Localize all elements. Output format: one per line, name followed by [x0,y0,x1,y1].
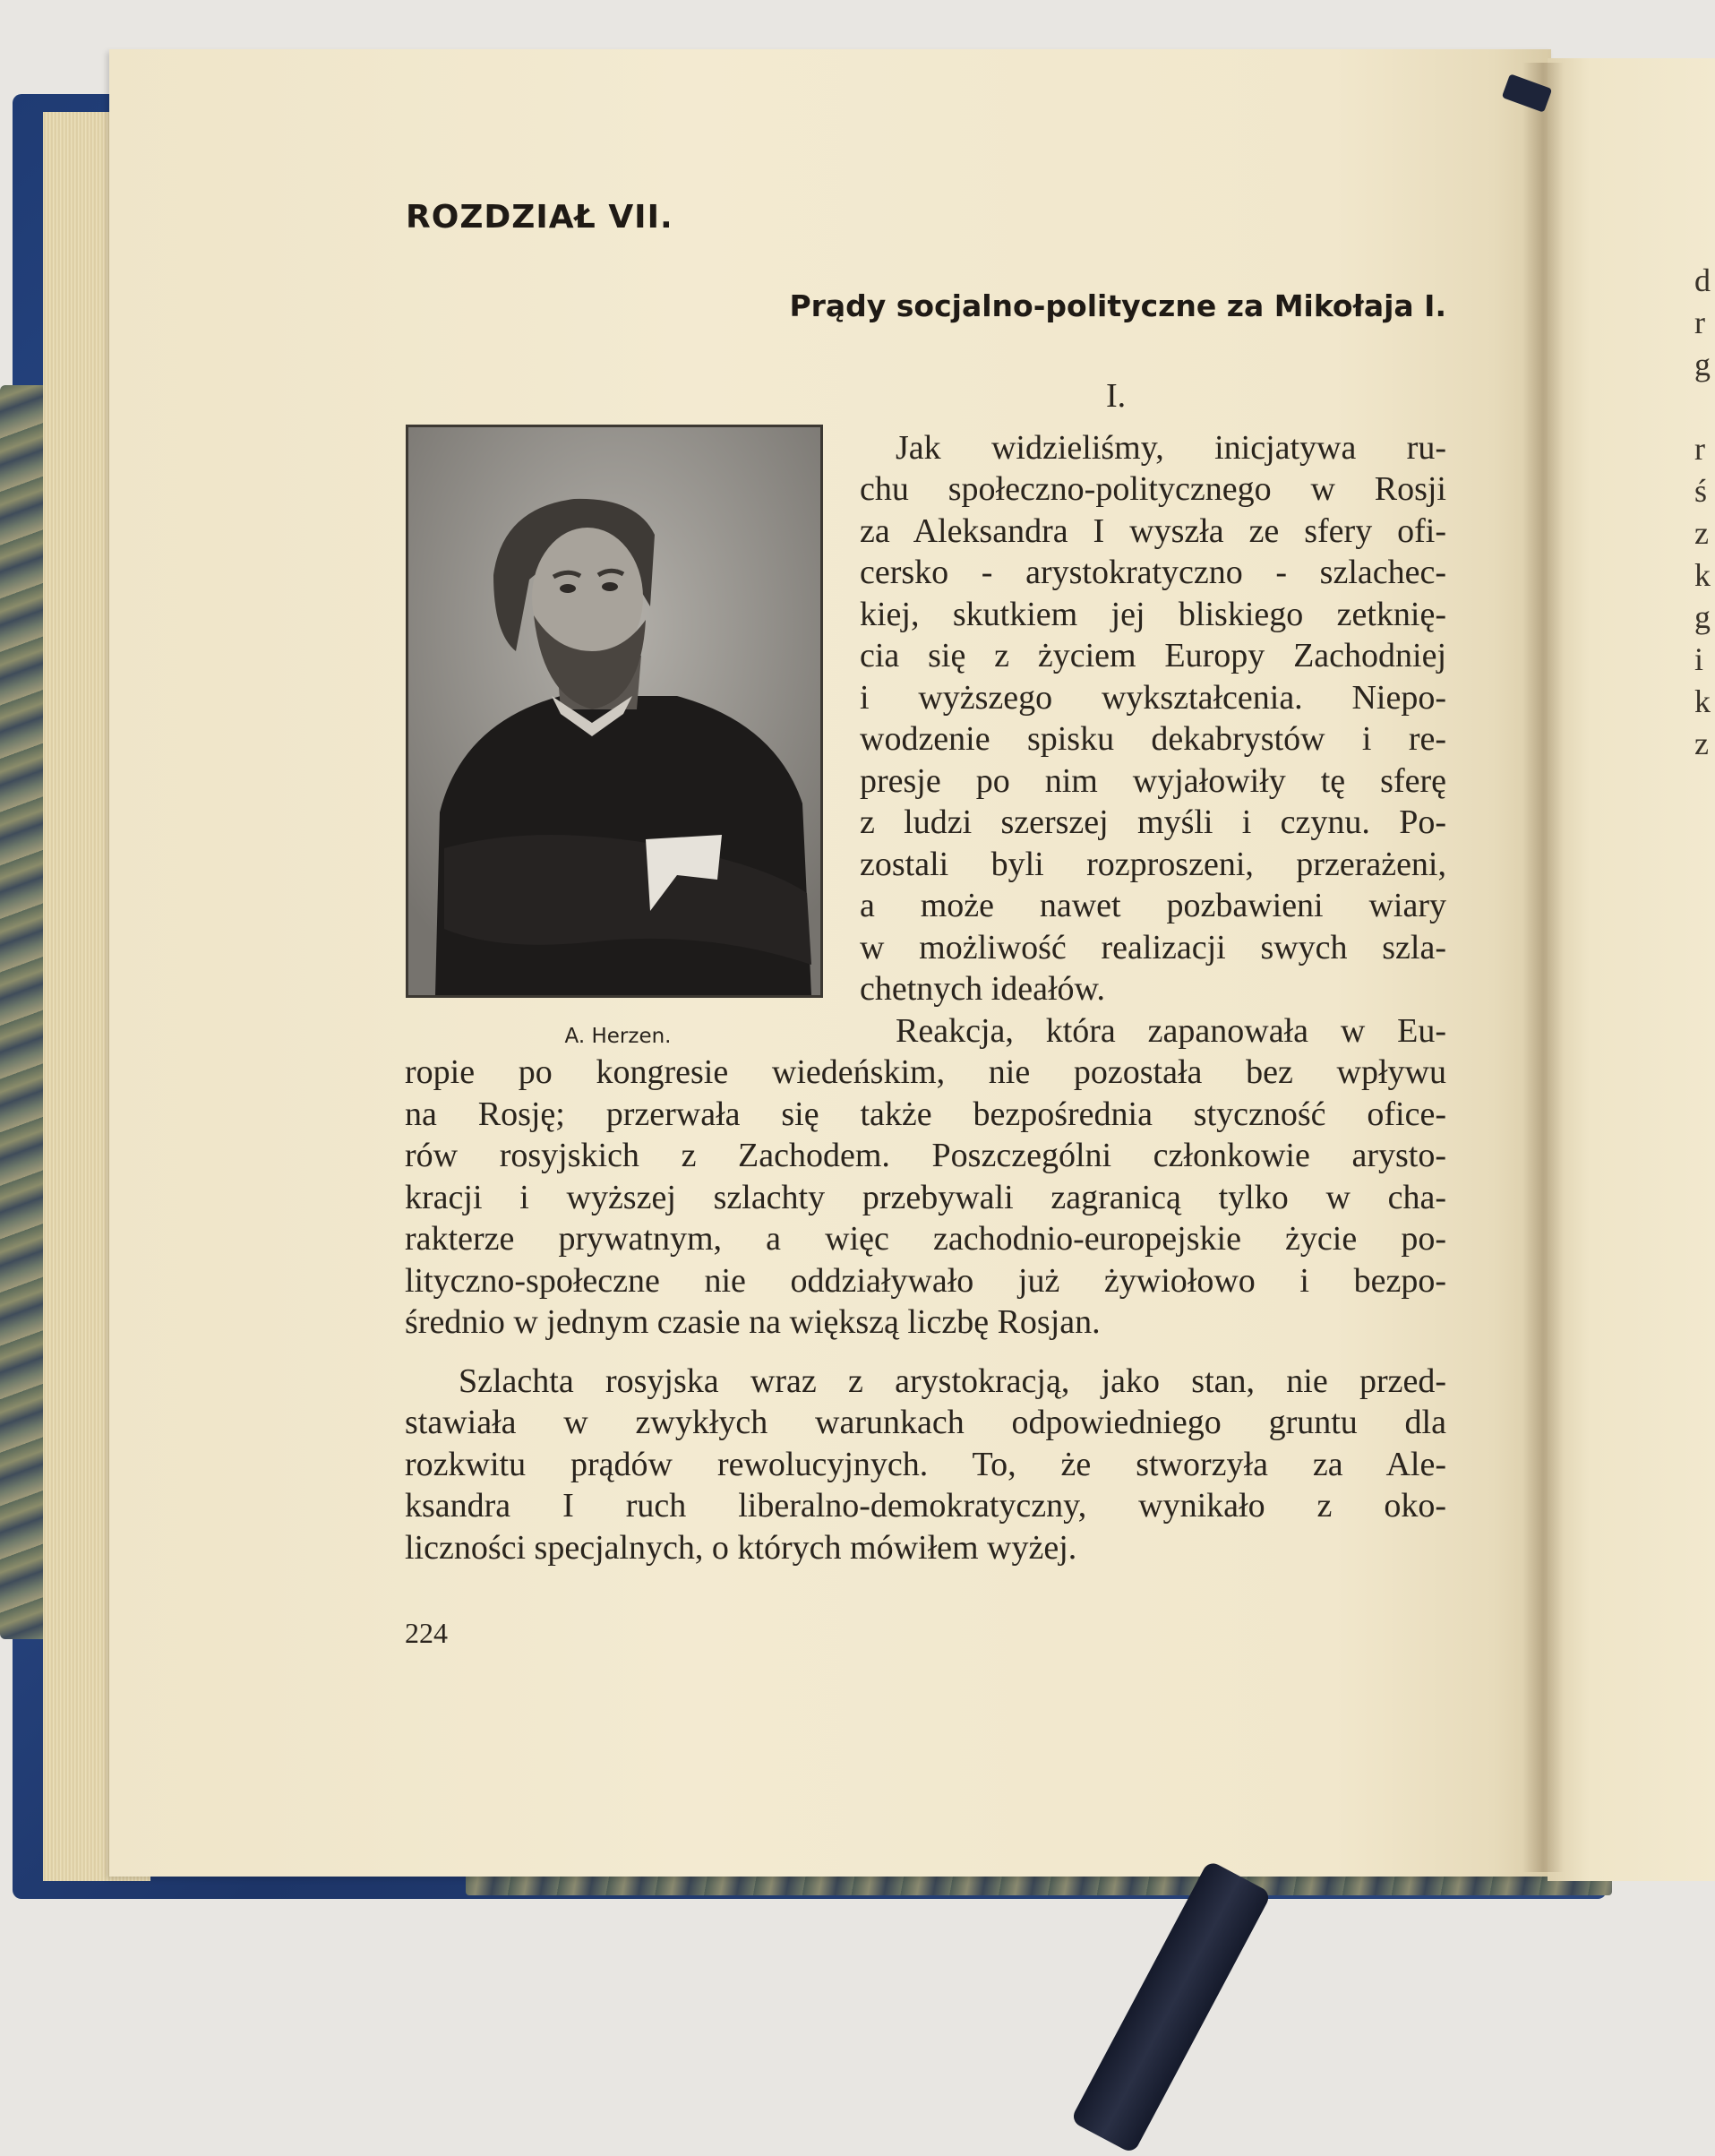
right-letter: ś [1694,473,1708,509]
right-letter: i [1694,641,1704,677]
book-gutter [1522,63,1564,1872]
text-line: i wyższego wykształcenia. Niepo- [860,679,1446,717]
text-line: rozkwitu prądów rewolucyjnych. To, że stworzyła za Ale- [405,1446,1446,1483]
right-letter: r [1694,305,1705,340]
text-line: rakterze prywatnym, a więc zachodnio-europejskie życie po- [405,1220,1446,1258]
right-letter: k [1694,683,1711,719]
text-line: liczności specjalnych, o których mówiłem wyżej. [405,1529,1077,1567]
text-line: chu społeczno-politycznego w Rosji [860,470,1446,508]
text-line: cersko - arystokratyczno - szlachec- [860,554,1446,591]
text-line: z ludzi szerszej myśli i czynu. Po- [860,803,1446,841]
text-line: w możliwość realizacji swych szla- [860,929,1446,966]
right-letter: z [1694,515,1709,551]
portrait-caption: A. Herzen. [564,1025,672,1048]
right-letter [1694,386,1715,428]
text-line: Reakcja, która zapanowała w Eu- [896,1012,1446,1050]
text-line: Jak widzieliśmy, inicjatywa ru- [896,429,1446,467]
text-line: za Aleksandra I wyszła ze sfery ofi- [860,512,1446,550]
text-line: lityczno-społeczne nie oddziaływało już żywiołowo i bezpo- [405,1262,1446,1300]
text-line: stawiała w zwykłych warunkach odpowiedniego gruntu dla [405,1404,1446,1441]
text-line: chetnych ideałów. [860,970,1105,1008]
right-letter: k [1694,557,1711,593]
text-line: Szlachta rosyjska wraz z arystokracją, jako stan, nie przed- [459,1362,1446,1400]
right-letter: r [1694,431,1705,467]
section-title: Prądy socjalno-polityczne za Mikołaja I. [789,288,1446,323]
right-letter: z [1694,726,1709,761]
text-line: na Rosję; przerwała się także bezpośrednia styczność ofice- [405,1095,1446,1133]
right-letter: d [1694,262,1711,298]
text-line: a może nawet pozbawieni wiary [860,887,1446,924]
text-line: wodzenie spisku dekabrystów i re- [860,720,1446,758]
right-page-text [1694,260,1715,765]
text-line: zostali byli rozproszeni, przerażeni, [860,846,1446,883]
right-page [1548,58,1715,1881]
text-line: rów rosyjskich z Zachodem. Poszczególni członkowie arysto- [405,1137,1446,1174]
section-number: I. [1106,377,1127,415]
herzen-portrait [406,425,823,998]
text-line: ropie po kongresie wiedeńskim, nie pozostała bez wpływu [405,1053,1446,1091]
right-letter: g [1694,599,1711,635]
text-line: kracji i wyższej szlachty przebywali zagranicą tylko w cha- [405,1179,1446,1216]
text-line: presje po nim wyjałowiły tę sferę [860,762,1446,800]
portrait-photo [408,427,820,995]
text-line: kiej, skutkiem jej bliskiego zetknię- [860,596,1446,633]
bookmark-ribbon [1070,1860,1273,2154]
page-number: 224 [405,1617,448,1649]
chapter-heading: ROZDZIAŁ VII. [406,199,673,236]
text-line: średnio w jednym czasie na większą liczbę Rosjan. [405,1303,1101,1341]
text-line: cia się z życiem Europy Zachodniej [860,637,1446,674]
right-letter: g [1694,347,1711,382]
text-line: ksandra I ruch liberalno-demokratyczny, wynikało z oko- [405,1487,1446,1525]
